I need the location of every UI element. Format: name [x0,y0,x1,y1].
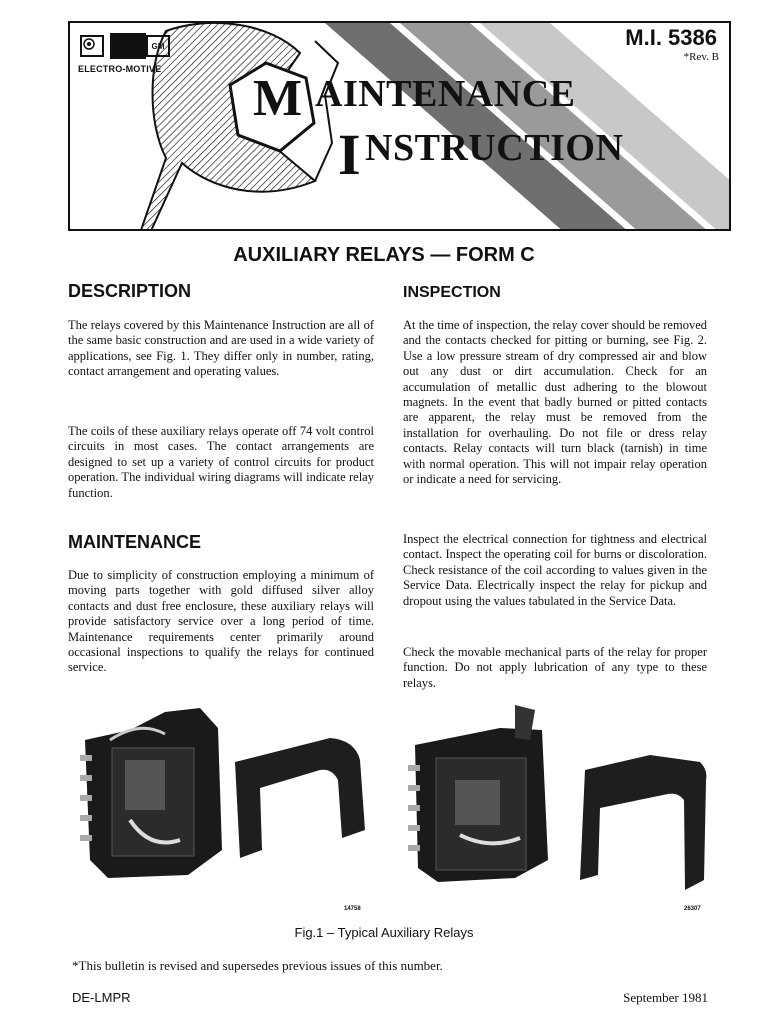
header-banner [68,21,731,231]
photo-id-left: 14758 [344,906,361,912]
relay-left-image [80,708,222,878]
footnote: *This bulletin is revised and supersedes previous issues of this number. [72,958,443,973]
emd-logo [80,35,104,57]
relay-left-cover-image [235,738,365,858]
description-heading: DESCRIPTION [68,281,192,301]
banner-word-instruction: NSTRUCTION [365,127,624,169]
inspection-paragraph-3: Check the movable mechanical parts of the relay for proper function. Do not apply lubrication of any type to these relays. [403,645,707,690]
inspection-heading: INSPECTION [403,284,501,301]
footer-date: September 1981 [623,990,708,1005]
relay-right-cover-image [580,755,706,890]
footer-code: DE-LMPR [72,990,131,1005]
banner-initial-i: I [338,122,361,187]
description-paragraph-2: The coils of these auxiliary relays operate off 74 volt control circuits in most cases. The contact arrangements are designed to set up a variety of control circuits for product operation. The individual wiring diagrams will indicate relay function. [68,424,374,500]
relay-right-image [408,705,548,882]
inspection-paragraph-1: At the time of inspection, the relay cover should be removed and the contacts checked for pitting or burning, see Fig. 2. Use a low pressure stream of dry compressed air and blow out any dust or dirt accumulation. Check for an accumulation of metallic dust adhering to the blowout magnets. In the event that badly burned or pitted contacts are apparent, the relay must be removed from the installation for overhauling. Do not file or dress relay contacts. Relay contacts will turn black (tarnish) in time with normal operation. This will not impair relay operation or indicate a need for servicing. [403,318,707,487]
revision-label: *Rev. B [683,51,719,63]
description-paragraph-1: The relays covered by this Maintenance Instruction are all of the same basic construction and are used in a wide variety of applications, see Fig. 1. They differ only in number, rating, contact arrangement and operating values. [68,318,374,379]
figure-relay-photos [70,700,710,915]
banner-word-maintenance: AINTENANCE [315,73,576,115]
inspection-paragraph-2: Inspect the electrical connection for tightness and electrical contact. Inspect the operating coil for burns or discoloration. Check resistance of the coil according to values given in the Service Data. Electrically inspect the relay for pickup and dropout using the values tabulated in the Service Data. [403,532,707,608]
gm-logo: GM [146,35,170,57]
document-title: AUXILIARY RELAYS — FORM C [233,244,535,266]
logo-black-block [110,33,146,59]
maintenance-heading: MAINTENANCE [68,532,201,552]
mi-number: M.I. 5386 [625,25,717,50]
brand-name: ELECTRO-MOTIVE [78,64,162,74]
figure-caption: Fig.1 – Typical Auxiliary Relays [294,925,474,940]
maintenance-paragraph: Due to simplicity of construction employing a minimum of moving parts together with gold diffused silver alloy contacts and dust free enclosure, these auxiliary relays will provide satisfactory service over a long period of time. Maintenance requirements center primarily around occasional inspections to qualify the relays for continued service. [68,568,374,675]
banner-initial-m: M [253,70,303,127]
photo-id-right: 26307 [684,906,701,912]
